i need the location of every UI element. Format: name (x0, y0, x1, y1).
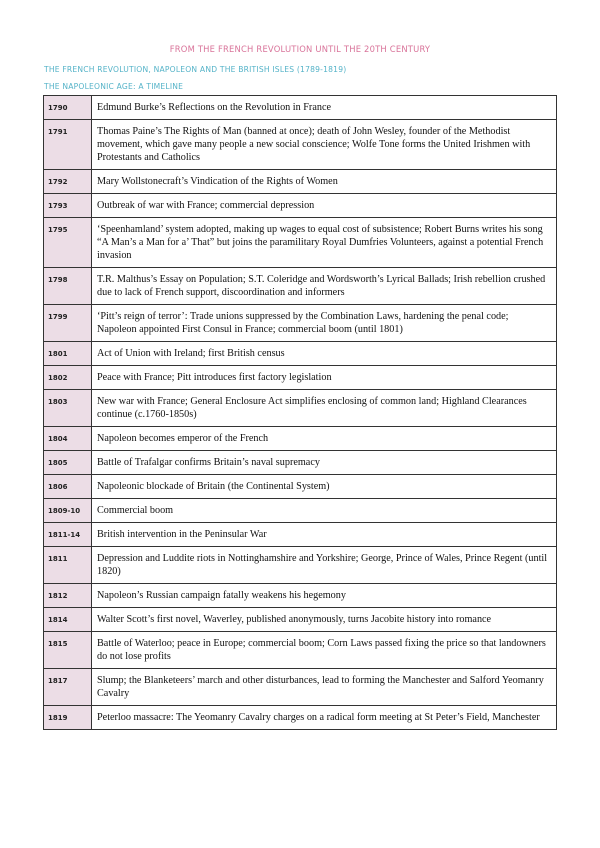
timeline-year: 1814 (44, 608, 92, 632)
timeline-event: Slump; the Blanketeers’ march and other disturbances, lead to forming the Manchester and Salford Yeomanry Cavalry (92, 669, 557, 706)
timeline-row (44, 342, 557, 366)
timeline-row (44, 523, 557, 547)
timeline-year: 1793 (44, 194, 92, 218)
timeline-event: ‘Pitt’s reign of terror’: Trade unions suppressed by the Combination Laws, hardening the penal code; Napoleon appointed First Consul in France; commercial boom (until 1801) (92, 305, 557, 342)
timeline-row (44, 669, 557, 706)
timeline-row (44, 305, 557, 342)
timeline-event: T.R. Malthus’s Essay on Population; S.T. Coleridge and Wordsworth’s Lyrical Ballads; Irish rebellion crushed due to lack of French support, discoordination and informers (92, 268, 557, 305)
timeline-year: 1791 (44, 120, 92, 170)
timeline-year: 1804 (44, 427, 92, 451)
timeline-event: British intervention in the Peninsular War (92, 523, 557, 547)
timeline-row (44, 96, 557, 120)
timeline-row (44, 120, 557, 170)
timeline-event: Napoleon becomes emperor of the French (92, 427, 557, 451)
timeline-row (44, 366, 557, 390)
timeline-row (44, 170, 557, 194)
timeline-year: 1815 (44, 632, 92, 669)
timeline-year: 1790 (44, 96, 92, 120)
timeline-event: Peace with France; Pitt introduces first factory legislation (92, 366, 557, 390)
timeline-event: Depression and Luddite riots in Nottinghamshire and Yorkshire; George, Prince of Wales, Prince Regent (until 1820) (92, 547, 557, 584)
timeline-event: Outbreak of war with France; commercial depression (92, 194, 557, 218)
timeline-row (44, 499, 557, 523)
timeline-row (44, 706, 557, 730)
timeline-row (44, 268, 557, 305)
timeline-year: 1811-14 (44, 523, 92, 547)
timeline-row (44, 608, 557, 632)
timeline-year: 1795 (44, 218, 92, 268)
timeline-year: 1801 (44, 342, 92, 366)
timeline-year: 1792 (44, 170, 92, 194)
timeline-row (44, 547, 557, 584)
timeline-event: Edmund Burke’s Reflections on the Revolution in France (92, 96, 557, 120)
timeline-year: 1811 (44, 547, 92, 584)
timeline-year: 1803 (44, 390, 92, 427)
page-subtitle: THE FRENCH REVOLUTION, NAPOLEON AND THE BRITISH ISLES (1789-1819) (44, 65, 347, 74)
page-title: FROM THE FRENCH REVOLUTION UNTIL THE 20TH CENTURY (169, 44, 431, 54)
timeline-event: Thomas Paine’s The Rights of Man (banned at once); death of John Wesley, founder of the Methodist movement, which gave many people a new social conscience; Wolfe Tone forms the United Irishmen with Protestants and Catholics (92, 120, 557, 170)
timeline-year: 1799 (44, 305, 92, 342)
timeline-row (44, 584, 557, 608)
timeline-row (44, 451, 557, 475)
section-title: THE NAPOLEONIC AGE: A TIMELINE (44, 82, 184, 91)
timeline-event: Battle of Trafalgar confirms Britain’s naval supremacy (92, 451, 557, 475)
timeline-event: Mary Wollstonecraft’s Vindication of the Rights of Women (92, 170, 557, 194)
timeline-year: 1798 (44, 268, 92, 305)
timeline-year: 1806 (44, 475, 92, 499)
timeline-row (44, 475, 557, 499)
timeline-table (43, 95, 557, 730)
timeline-row (44, 218, 557, 268)
timeline-event: Napoleon’s Russian campaign fatally weakens his hegemony (92, 584, 557, 608)
timeline-event: Act of Union with Ireland; first British census (92, 342, 557, 366)
timeline-row (44, 194, 557, 218)
timeline-event: Napoleonic blockade of Britain (the Continental System) (92, 475, 557, 499)
timeline-year: 1805 (44, 451, 92, 475)
timeline-year: 1817 (44, 669, 92, 706)
timeline-event: ‘Speenhamland’ system adopted, making up wages to equal cost of subsistence; Robert Burns writes his song “A Man’s a Man for a’ That” but joins the paramilitary Royal Dumfries Volunteers, against a potential French invasion (92, 218, 557, 268)
timeline-year: 1809-10 (44, 499, 92, 523)
timeline-event: Commercial boom (92, 499, 557, 523)
timeline-event: Peterloo massacre: The Yeomanry Cavalry charges on a radical form meeting at St Peter’s Field, Manchester (92, 706, 557, 730)
timeline-event: Battle of Waterloo; peace in Europe; commercial boom; Corn Laws passed fixing the price so that landowners do not lose profits (92, 632, 557, 669)
timeline-year: 1819 (44, 706, 92, 730)
timeline-row (44, 390, 557, 427)
timeline-event: New war with France; General Enclosure Act simplifies enclosing of common land; Highland Clearances continue (c.1760-1850s) (92, 390, 557, 427)
timeline-year: 1802 (44, 366, 92, 390)
timeline-year: 1812 (44, 584, 92, 608)
timeline-row (44, 427, 557, 451)
timeline-event: Walter Scott’s first novel, Waverley, published anonymously, turns Jacobite history into romance (92, 608, 557, 632)
timeline-row (44, 632, 557, 669)
